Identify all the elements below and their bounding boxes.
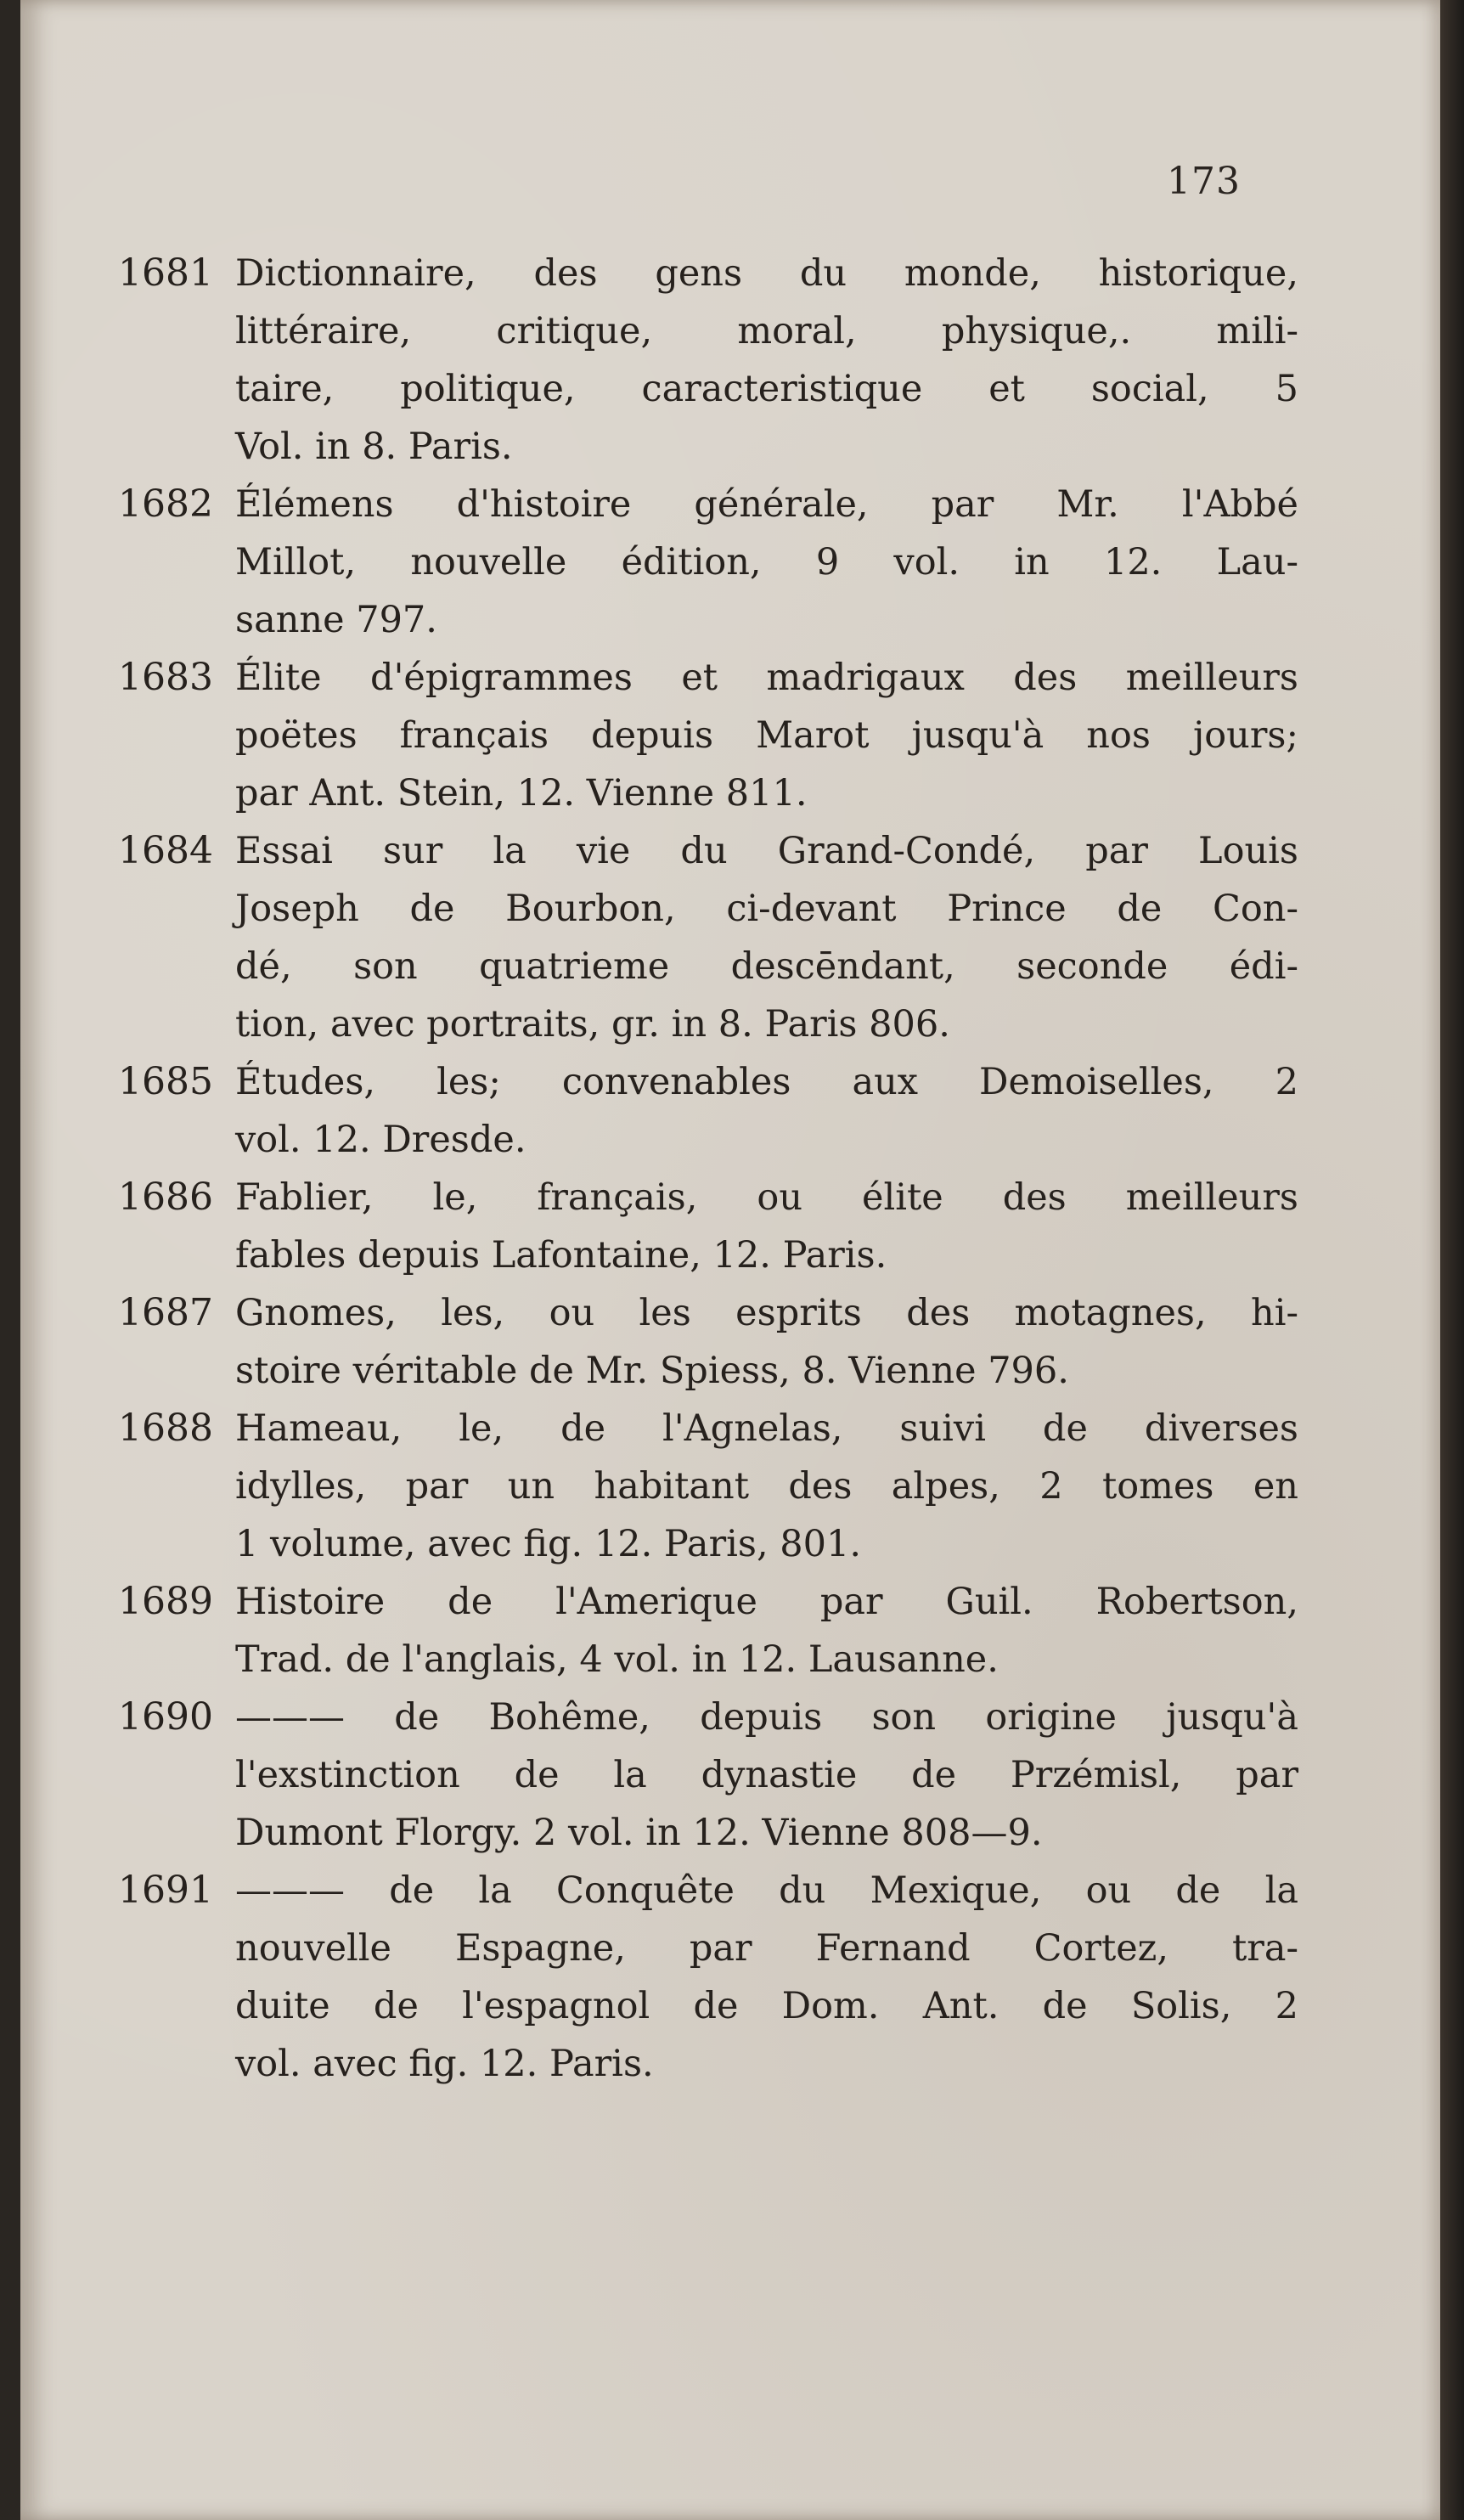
entry-text-line: Dumont Florgy. 2 vol. in 12. Vienne 808—9. xyxy=(235,1812,1043,1854)
catalogue-entry xyxy=(118,1169,1298,1284)
entry-text-line: Trad. de l'anglais, 4 vol. in 12. Lausanne. xyxy=(235,1638,999,1681)
entry-text-line: littéraire, critique, moral, physique,. mili- xyxy=(235,310,1298,352)
entry-text-line: Millot, nouvelle édition, 9 vol. in 12. Lau- xyxy=(235,541,1298,583)
entry-text-line: ——— de la Conquête du Mexique, ou de la xyxy=(235,1869,1298,1912)
entry-text-line: 1 volume, avec fig. 12. Paris, 801. xyxy=(235,1523,862,1565)
book-page xyxy=(20,0,1440,2520)
entry-number: 1687 xyxy=(118,1291,213,1334)
page-number: 173 xyxy=(1167,160,1241,203)
entry-text-line: stoire véritable de Mr. Spiess, 8. Vienne 796. xyxy=(235,1350,1069,1392)
entry-text-line: tion, avec portraits, gr. in 8. Paris 806. xyxy=(235,1003,950,1046)
entry-text-line: l'exstinction de la dynastie de Przémisl, par xyxy=(235,1754,1298,1796)
entry-number: 1691 xyxy=(118,1869,213,1912)
entry-text-line: Essai sur la vie du Grand-Condé, par Louis xyxy=(235,830,1298,872)
entry-text-line: Études, les; convenables aux Demoiselles, 2 xyxy=(235,1061,1298,1103)
entry-text-line: Hameau, le, de l'Agnelas, suivi de diverses xyxy=(235,1407,1298,1450)
entry-text-line: dé, son quatrieme descēndant, seconde édi- xyxy=(235,945,1298,988)
entry-text-line: taire, politique, caracteristique et social, 5 xyxy=(235,368,1298,410)
entry-text-line: Fablier, le, français, ou élite des meilleurs xyxy=(235,1176,1298,1219)
catalogue-entry xyxy=(118,1573,1298,1688)
page-edge xyxy=(1440,0,1464,2520)
entry-text-line: ——— de Bohême, depuis son origine jusqu'à xyxy=(235,1696,1298,1739)
entry-number: 1685 xyxy=(118,1060,213,1103)
entry-text-line: Histoire de l'Amerique par Guil. Robertson, xyxy=(235,1581,1298,1623)
entry-number: 1684 xyxy=(118,829,213,872)
entry-text-line: Dictionnaire, des gens du monde, historique, xyxy=(235,252,1298,295)
entry-number: 1688 xyxy=(118,1407,213,1450)
catalogue-entry xyxy=(118,822,1298,1053)
entry-number: 1682 xyxy=(118,482,213,526)
entry-text-line: vol. avec fig. 12. Paris. xyxy=(235,2043,654,2085)
entry-text-line: nouvelle Espagne, par Fernand Cortez, tra- xyxy=(235,1927,1298,1970)
entry-text-line: Gnomes, les, ou les esprits des motagnes, hi- xyxy=(235,1292,1298,1334)
catalogue-entry xyxy=(118,1688,1298,1862)
catalogue-entries xyxy=(118,245,1298,2093)
entry-number: 1681 xyxy=(118,251,213,295)
entry-text-line: idylles, par un habitant des alpes, 2 tomes en xyxy=(235,1465,1298,1508)
entry-text-line: Élite d'épigrammes et madrigaux des meilleurs xyxy=(235,657,1298,699)
entry-number: 1683 xyxy=(118,656,213,699)
entry-number: 1686 xyxy=(118,1175,213,1219)
entry-text-line: duite de l'espagnol de Dom. Ant. de Solis, 2 xyxy=(235,1985,1298,2027)
entry-text-line: sanne 797. xyxy=(235,599,437,641)
entry-number: 1690 xyxy=(118,1695,213,1739)
entry-text-line: Élémens d'histoire générale, par Mr. l'Abbé xyxy=(235,483,1298,526)
catalogue-entry xyxy=(118,1400,1298,1573)
entry-text-line: poëtes français depuis Marot jusqu'à nos jours; xyxy=(235,714,1298,757)
entry-number: 1689 xyxy=(118,1580,213,1623)
catalogue-entry xyxy=(118,245,1298,476)
entry-text-line: fables depuis Lafontaine, 12. Paris. xyxy=(235,1234,887,1277)
catalogue-entry xyxy=(118,476,1298,649)
catalogue-entry xyxy=(118,1284,1298,1400)
entry-text-line: Joseph de Bourbon, ci-devant Prince de Con- xyxy=(235,888,1298,930)
catalogue-entry xyxy=(118,649,1298,822)
entry-text-line: Vol. in 8. Paris. xyxy=(235,426,513,468)
entry-text-line: par Ant. Stein, 12. Vienne 811. xyxy=(235,772,808,815)
entry-text-line: vol. 12. Dresde. xyxy=(235,1119,526,1161)
catalogue-entry xyxy=(118,1862,1298,2093)
catalogue-entry xyxy=(118,1053,1298,1169)
